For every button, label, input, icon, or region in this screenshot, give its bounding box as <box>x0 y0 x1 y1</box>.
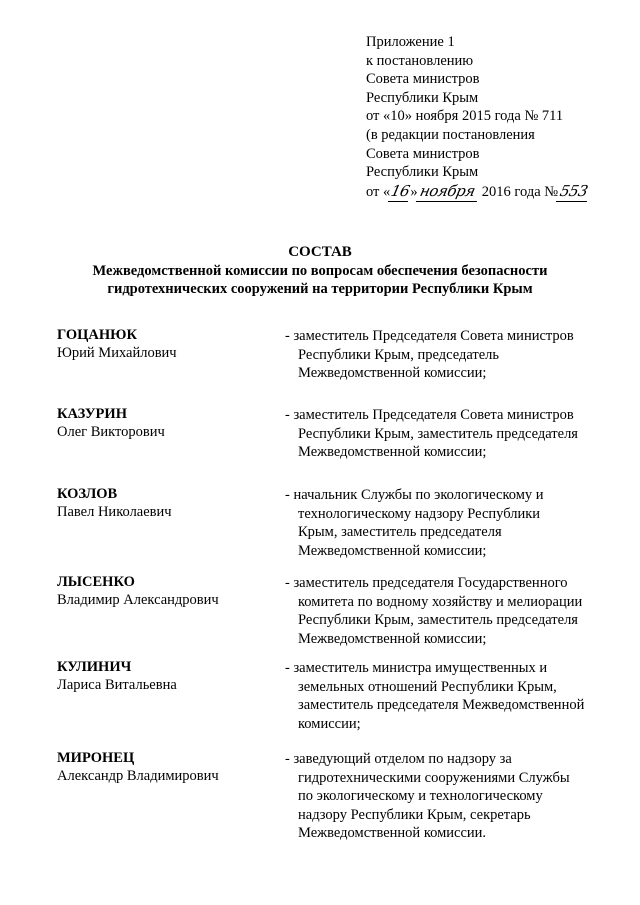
role-line: комиссии; <box>298 715 361 732</box>
member-role <box>285 406 603 462</box>
role-line: - заместитель Председателя Совета министров <box>285 328 574 344</box>
handwritten-month: ноября <box>416 182 481 202</box>
appendix-line: Приложение 1 <box>366 34 455 50</box>
role-line: - заведующий отделом по надзору за <box>285 751 512 767</box>
appendix-line: Совета министров <box>366 145 480 162</box>
member-given-name: Лариса Витальевна <box>57 677 177 693</box>
member-given-name: Павел Николаевич <box>57 504 172 520</box>
member-given-name: Владимир Александрович <box>57 592 219 608</box>
role-line: - заместитель Председателя Совета министров <box>285 407 574 423</box>
appendix-line: (в редакции постановления <box>366 126 535 143</box>
role-line: Крым, заместитель председателя <box>298 524 502 540</box>
role-line: гидротехническими сооружениями Службы <box>298 769 570 786</box>
appendix-line: Республики Крым <box>366 89 479 106</box>
member-surname: ГОЦАНЮК <box>57 327 138 343</box>
appendix-date-line <box>366 182 589 202</box>
document-subtitle-line-2: гидротехнических сооружений на территории Республики Крым <box>107 281 533 297</box>
role-line: - заместитель председателя Государственного <box>285 575 568 591</box>
role-line: по экологическому и технологическому <box>298 788 543 804</box>
member-surname: КУЛИНИЧ <box>57 659 132 675</box>
member-surname: КОЗЛОВ <box>57 486 118 502</box>
role-line: Межведомственной комиссии; <box>298 630 487 647</box>
role-line: - заместитель министра имущественных и <box>285 660 548 676</box>
role-line: Межведомственной комиссии; <box>298 365 487 381</box>
role-line: Межведомственной комиссии; <box>298 542 487 559</box>
role-line: технологическому надзору Республики <box>298 505 541 522</box>
member-role <box>285 486 603 560</box>
handwritten-day: 16 <box>389 181 412 200</box>
role-line: Республики Крым, председатель <box>298 346 500 363</box>
role-line: Межведомственной комиссии. <box>298 825 487 841</box>
role-line: - начальник Службы по экологическому и <box>285 487 544 503</box>
member-surname: ЛЫСЕНКО <box>57 574 135 590</box>
date-year-text: 2016 года № <box>481 183 559 200</box>
document-title: СОСТАВ <box>288 244 352 260</box>
appendix-block <box>366 33 589 201</box>
member-surname: МИРОНЕЦ <box>57 750 135 766</box>
appendix-line: Совета министров <box>366 71 480 88</box>
role-line: Республики Крым, заместитель председателя <box>298 612 578 628</box>
role-line: заместитель председателя Межведомственной <box>298 697 585 713</box>
date-quote-close: » <box>410 183 418 200</box>
member-given-name: Юрий Михайлович <box>57 345 177 361</box>
member-role <box>285 574 603 648</box>
role-line: Межведомственной комиссии; <box>298 444 487 460</box>
member-role <box>285 327 603 383</box>
member-surname: КАЗУРИН <box>57 406 127 422</box>
appendix-line: к постановлению <box>366 52 474 69</box>
handwritten-number: 553 <box>556 182 591 202</box>
date-prefix: от « <box>366 183 391 200</box>
member-role <box>285 750 603 843</box>
appendix-line: Республики Крым <box>366 164 479 181</box>
member-role <box>285 659 603 733</box>
member-given-name: Александр Владимирович <box>57 768 219 784</box>
role-line: Республики Крым, заместитель председателя <box>298 425 578 442</box>
role-line: комитета по водному хозяйству и мелиорации <box>298 593 583 610</box>
member-given-name: Олег Викторович <box>57 424 165 440</box>
appendix-line: от «10» ноября 2015 года № 711 <box>366 108 564 125</box>
document-subtitle-line-1: Межведомственной комиссии по вопросам обеспечения безопасности <box>92 263 548 279</box>
role-line: земельных отношений Республики Крым, <box>298 678 557 695</box>
role-line: надзору Республики Крым, секретарь <box>298 806 531 823</box>
